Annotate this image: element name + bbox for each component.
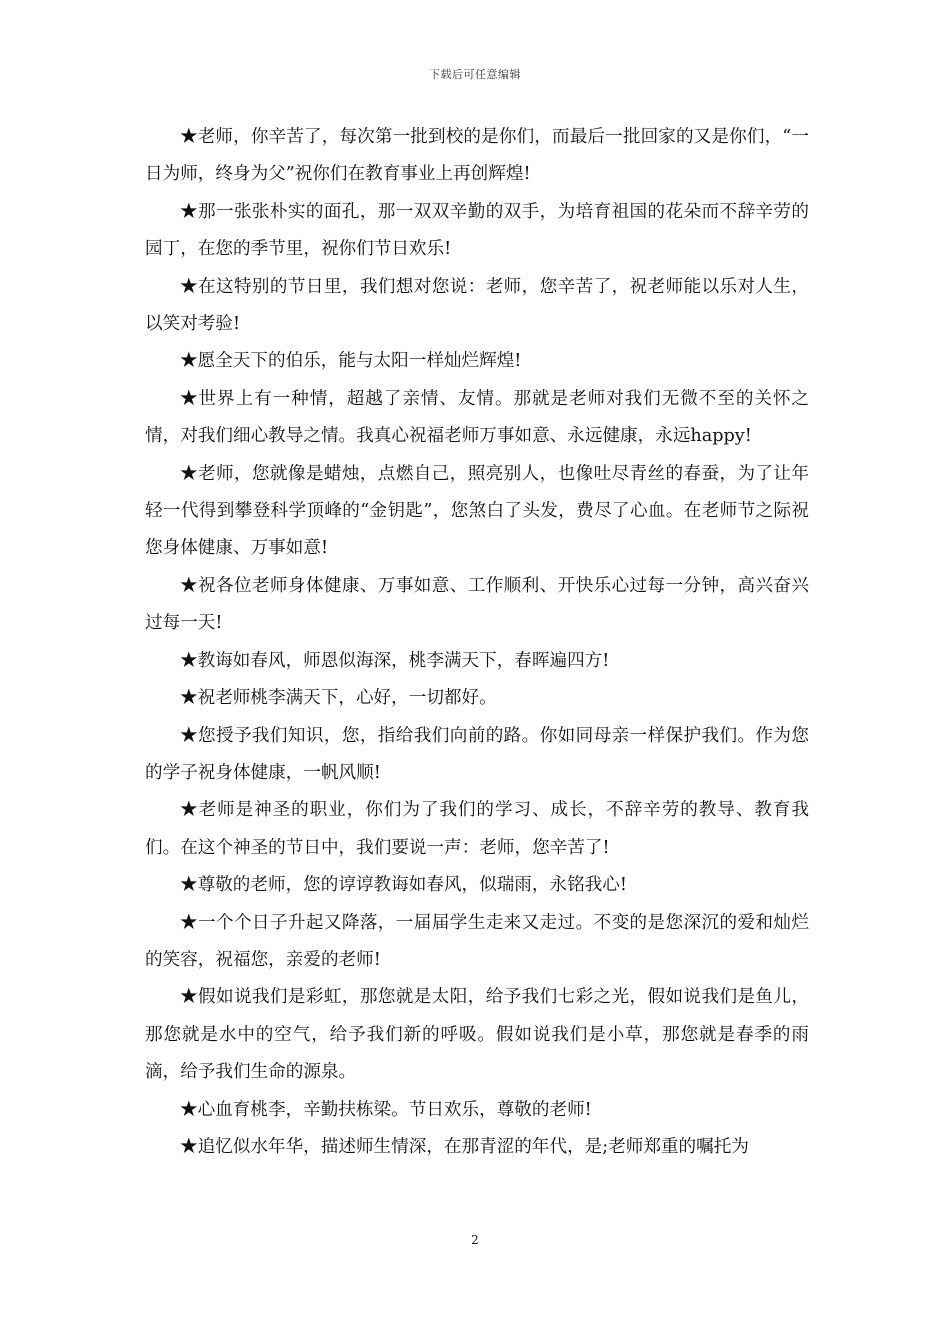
paragraph: ★尊敬的老师，您的谆谆教诲如春风，似瑞雨，永铭我心! — [180, 875, 627, 896]
paragraph: ★老师，您就像是蜡烛，点燃自己，照亮别人，也像吐尽青丝的春蚕，为了让年轻一代得到攀登科学顶峰的“金钥匙”，您煞白了头发，费尽了心血。在老师节之际祝您身体健康、万事如意! — [145, 463, 809, 559]
paragraph: ★老师是神圣的职业，你们为了我们的学习、成长，不辞辛劳的教导、教育我们。在这个神圣的节日中，我们要说一声：老师，您辛苦了! — [145, 800, 809, 858]
page-header: 下载后可任意编辑 — [429, 68, 521, 81]
paragraph: ★您授予我们知识，您，指给我们向前的路。你如同母亲一样保护我们。作为您的学子祝身体健康，一帆风顺! — [145, 725, 809, 783]
paragraph: ★祝各位老师身体健康、万事如意、工作顺利、开快乐心过每一分钟，高兴奋兴过每一天! — [145, 575, 809, 634]
paragraph: ★假如说我们是彩虹，那您就是太阳，给予我们七彩之光，假如说我们是鱼儿，那您就是水中的空气，给予我们新的呼吸。假如说我们是小草，那您就是春季的雨滴，给予我们生命的源泉。 — [145, 987, 809, 1083]
document-body — [145, 119, 809, 1166]
paragraph: ★在这特别的节日里，我们想对您说：老师，您辛苦了，祝老师能以乐对人生，以笑对考验! — [145, 276, 809, 335]
paragraph: ★愿全天下的伯乐，能与太阳一样灿烂辉煌! — [180, 351, 522, 372]
paragraph: ★世界上有一种情，超越了亲情、友情。那就是老师对我们无微不至的关怀之情，对我们细心教导之情。我真心祝福老师万事如意、永远健康，永远happy! — [145, 388, 809, 447]
paragraph: ★心血育桃李，辛勤扶栋梁。节日欢乐，尊敬的老师! — [180, 1099, 592, 1120]
paragraph: ★追忆似水年华，描述师生情深，在那青涩的年代，是;老师郑重的嘱托为 — [180, 1136, 749, 1157]
paragraph: ★祝老师桃李满天下，心好，一切都好。 — [180, 688, 497, 709]
page-number: 2 — [471, 1233, 479, 1247]
paragraph: ★老师，你辛苦了，每次第一批到校的是你们，而最后一批回家的又是你们，“一日为师，终身为父”祝你们在教育事业上再创辉煌! — [145, 127, 809, 185]
paragraph: ★一个个日子升起又降落，一届届学生走来又走过。不变的是您深沉的爱和灿烂的笑容，祝福您，亲爱的老师! — [145, 912, 809, 970]
paragraph: ★教诲如春风，师恩似海深，桃李满天下，春晖遍四方! — [180, 650, 610, 671]
paragraph: ★那一张张朴实的面孔，那一双双辛勤的双手，为培育祖国的花朵而不辞辛劳的园丁，在您的季节里，祝你们节日欢乐! — [145, 201, 809, 260]
